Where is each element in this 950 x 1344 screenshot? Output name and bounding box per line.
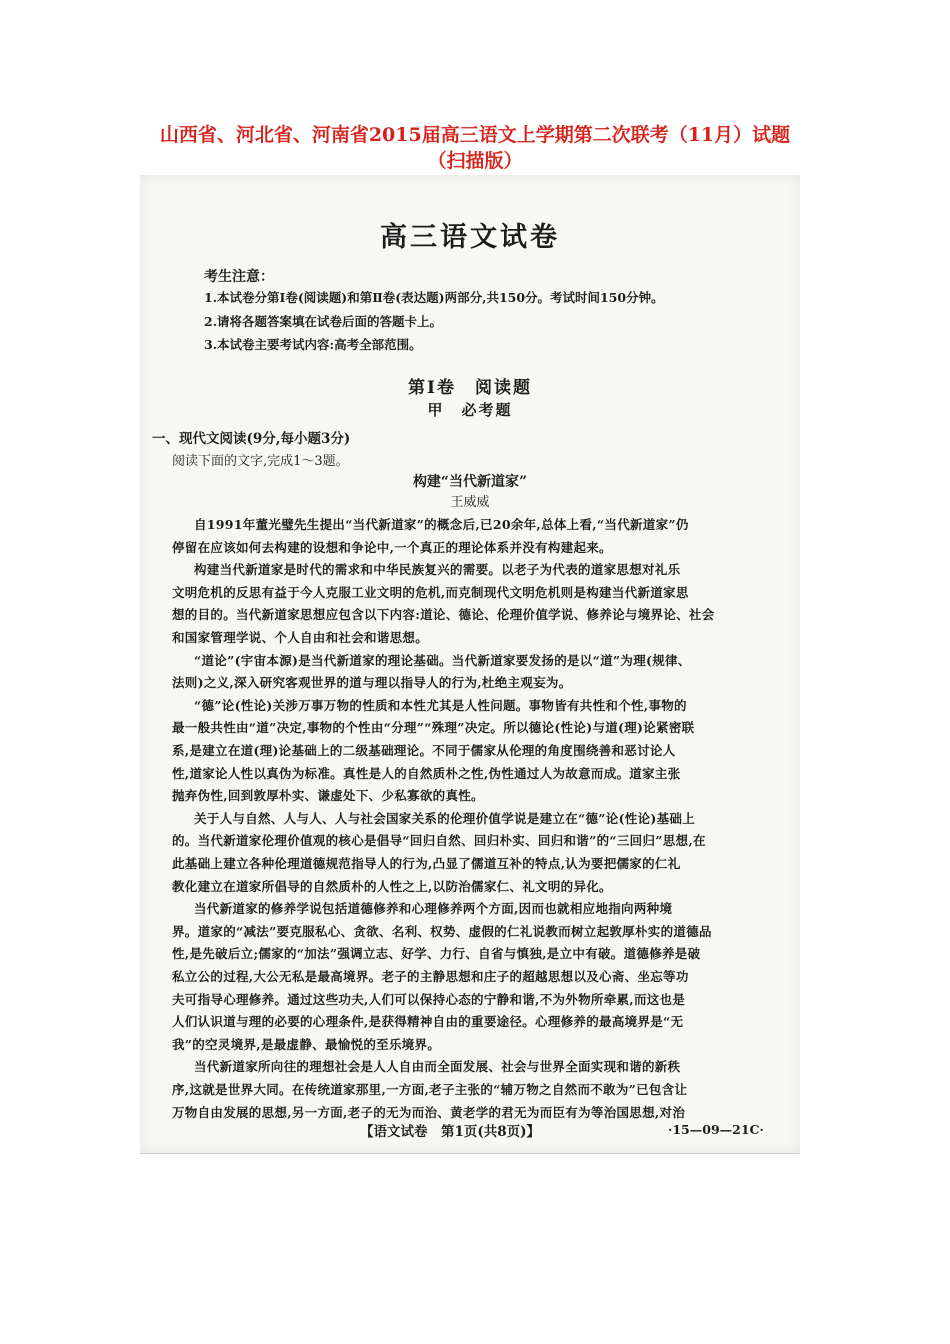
article-line: 系,是建立在道(理)论基础上的二级基础理论。不同于儒家从伦理的角度围绕善和恶讨论人 — [172, 743, 676, 758]
article-line: 和国家管理学说、个人自由和社会和谐思想。 — [172, 630, 429, 645]
article-line: 当代新道家的修养学说包括道德修养和心理修养两个方面,因而也就相应地指向两种境 — [194, 901, 673, 917]
notice-item: 1.本试卷分第Ⅰ卷(阅读题)和第Ⅱ卷(表达题)两部分,共150分。考试时间150分钟。 — [204, 290, 664, 305]
article-line: 夫可指导心理修养。通过这些功夫,人们可以保持心态的宁静和谐,不为外物所牵累,而这也是 — [172, 991, 686, 1007]
article-line: “道论”(宇宙本源)是当代新道家的理论基础。当代新道家要发扬的是以“道”为理(规律、 — [194, 652, 691, 668]
article-line: 此基础上建立各种伦理道德规范指导人的行为,凸显了儒道互补的特点,认为要把儒家的仁礼 — [172, 856, 681, 871]
article-line: 的。当代新道家伦理价值观的核心是倡导“回归自然、回归朴实、回归和谐”的“三回归”思想,在 — [172, 833, 706, 849]
page-footer-code: ·15—09—21C· — [668, 1122, 764, 1137]
notice-item: 3.本试卷主要考试内容:高考全部范围。 — [204, 337, 422, 352]
article-line: “德”论(性论)关涉万事万物的性质和本性尤其是人性问题。事物皆有共性和个性,事物的 — [194, 697, 687, 713]
article-line: 文明危机的反思有益于今人克服工业文明的危机,而克制现代文明危机则是构建当代新道家思 — [172, 584, 689, 600]
question-instruction: 阅读下面的文字,完成1～3题。 — [172, 454, 349, 469]
article-line: 人们认识道与理的必要的心理条件,是获得精神自由的重要途径。心理修养的最高境界是“无 — [172, 1014, 684, 1030]
article-line: 界。道家的“减法”要克服私心、贪欲、名利、权势、虚假的仁礼说教而树立起敦厚朴实的道德品 — [172, 923, 712, 939]
document-title: 山西省、河北省、河南省2015届高三语文上学期第二次联考（11月）试题（扫描版） — [159, 124, 791, 172]
article-line: 法则)之义,深入研究客观世界的道与理以指导人的行为,杜绝主观妄为。 — [172, 675, 572, 691]
article-line: 我”的空灵境界,是最虚静、最愉悦的至乐境界。 — [172, 1036, 441, 1052]
notice-item: 2.请将各题答案填在试卷后面的答题卡上。 — [204, 314, 443, 329]
article-line: 序,这就是世界大同。在传统道家那里,一方面,老子主张的“辅万物之自然而不敢为”已包含让 — [172, 1082, 688, 1097]
notice-heading: 考生注意： — [204, 269, 274, 285]
article-line: 教化建立在道家所倡导的自然质朴的人性之上,以防治儒家仁、礼文明的异化。 — [172, 878, 612, 894]
article-author: 王威威 — [450, 495, 490, 510]
article-line: 自1991年董光璧先生提出“当代新道家”的概念后,已20余年,总体上看,“当代新道家”仍 — [194, 517, 689, 532]
article-line: 构建当代新道家是时代的需求和中华民族复兴的需要。以老子为代表的道家思想对礼乐 — [194, 562, 681, 578]
page-footer-label: 【语文试卷 第1页(共8页)】 — [360, 1124, 541, 1140]
article-line: 停留在应该如何去构建的设想和争论中,一个真正的理论体系并没有构建起来。 — [172, 539, 612, 555]
question-heading: 一、现代文阅读(9分,每小题3分) — [152, 431, 351, 447]
article-line: 性,道家论人性以真伪为标准。真性是人的自然质朴之性,伪性通过人为故意而成。道家主张 — [172, 765, 681, 781]
article-line: 万物自由发展的思想,另一方面,老子的无为而治、黄老学的君无为而臣有为等治国思想,对治 — [172, 1104, 686, 1120]
subsection-title: 甲 必考题 — [427, 401, 513, 419]
article-title: 构建“当代新道家” — [412, 474, 528, 490]
article-line: 关于人与自然、人与人、人与社会国家关系的伦理价值学说是建立在“德”论(性论)基础上 — [194, 810, 696, 826]
article-line: 性,是先破后立;儒家的“加法”强调立志、好学、力行、自省与慎独,是立中有破。道德修养是破 — [172, 946, 701, 962]
article-line: 私立公的过程,大公无私是最高境界。老子的主静思想和庄子的超越思想以及心斋、坐忘等功 — [172, 969, 689, 984]
article-line: 抛弃伪性,回到敦厚朴实、谦虚处下、少私寡欲的真性。 — [172, 788, 484, 804]
scanned-page — [140, 175, 800, 1154]
paper-title: 高三语文试卷 — [380, 222, 560, 253]
article-line: 最一般共性由“道”决定,事物的个性由“分理”“殊理”决定。所以德论(性论)与道(理)论紧密联 — [172, 720, 695, 736]
article-line: 当代新道家所向往的理想社会是人人自由而全面发展、社会与世界全面实现和谐的新秩 — [194, 1059, 681, 1075]
section-title: 第Ⅰ卷 阅读题 — [408, 378, 532, 398]
article-line: 想的目的。当代新道家思想应包含以下内容:道论、德论、伦理价值学说、修养论与境界论、社会 — [172, 607, 715, 623]
